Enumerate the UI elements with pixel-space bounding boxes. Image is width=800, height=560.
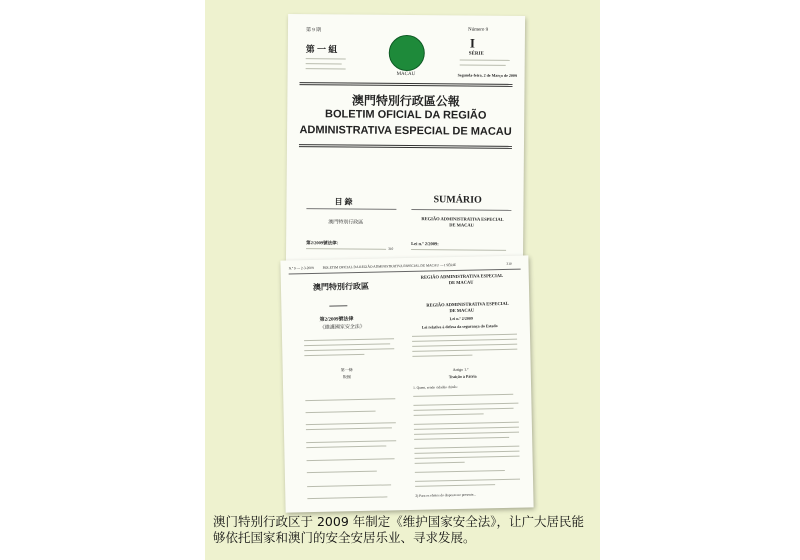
bulletin-cover-page: [286, 14, 525, 271]
page-header: BOLETIM OFICIAL DA REGIÃO ADMINISTRATIVA ESPECIAL DE MACAU — I SÉRIE: [322, 262, 457, 270]
title-pt-line1: BOLETIM OFICIAL DA REGIÃO: [325, 108, 487, 122]
chapter-title-zh: 叛國: [342, 374, 351, 380]
law-pt-2: Lei n.º 2/2009: [449, 315, 473, 322]
series-number: I: [469, 35, 475, 51]
org-pt-2-line1: REGIÃO ADMINISTRATIVA ESPECIAL: [420, 272, 504, 280]
law-zh: 第2/2009號法律：: [306, 240, 342, 246]
article-pt: Artigo 1.º: [452, 366, 469, 373]
series-pt: SÉRIE: [468, 51, 484, 57]
issue-pt: Número 9: [467, 27, 489, 33]
law-title-pt: Lei relativa à defesa da segurança do Estado: [421, 323, 498, 330]
title-pt-line2: ADMINISTRATIVA ESPECIAL DE MACAU: [299, 124, 512, 138]
law-text-page: [280, 255, 533, 512]
org-pt-3-line2: DE MACAU: [449, 307, 475, 314]
page-header-left: N.º 9 — 2-3-2009: [288, 265, 314, 271]
macau-emblem-icon: [389, 35, 425, 71]
law-pt: Lei n.º 2/2009:: [411, 241, 439, 247]
date-pt: Segunda-feira, 2 de Março de 2009: [457, 72, 517, 78]
law-title-zh: 《維護國家安全法》: [319, 324, 365, 331]
chapter-zh: 第一條: [340, 367, 353, 373]
article-title-pt: Traição à Pátria: [448, 373, 477, 380]
title-zh: 澳門特別行政區公報: [351, 93, 460, 109]
clause-1: 1. Quem, sendo cidadão chinês:: [413, 384, 458, 390]
page-number: 310: [506, 261, 512, 266]
org-zh: 澳門特別行政區: [328, 220, 364, 226]
org-pt-line2: DE MACAU: [449, 222, 474, 228]
clause-2: 2) Para os efeitos do disposto no presente...: [415, 492, 477, 498]
law-zh-2: 第2/2009號法律: [319, 317, 354, 323]
toc-pt: SUMÁRIO: [433, 194, 482, 206]
photo-caption: 澳门特别行政区于 2009 年制定《维护国家安全法》，让广大居民能够依托国家和澳门的安全安居乐业、寻求发展。: [213, 514, 585, 545]
toc-zh: 目 錄: [334, 197, 353, 207]
org-pt-2-line2: DE MACAU: [448, 279, 474, 286]
page-ref: 310: [388, 246, 394, 251]
org-zh-2: 澳門特別行政區: [312, 281, 370, 292]
issue-zh: 第 9 期: [305, 28, 322, 34]
org-pt-3-line1: REGIÃO ADMINISTRATIVA ESPECIAL: [426, 300, 509, 308]
org-pt-line1: REGIÃO ADMINISTRATIVA ESPECIAL: [421, 216, 504, 222]
series-zh: 第 一 組: [305, 44, 338, 55]
emblem-label: MACAU: [396, 71, 416, 78]
